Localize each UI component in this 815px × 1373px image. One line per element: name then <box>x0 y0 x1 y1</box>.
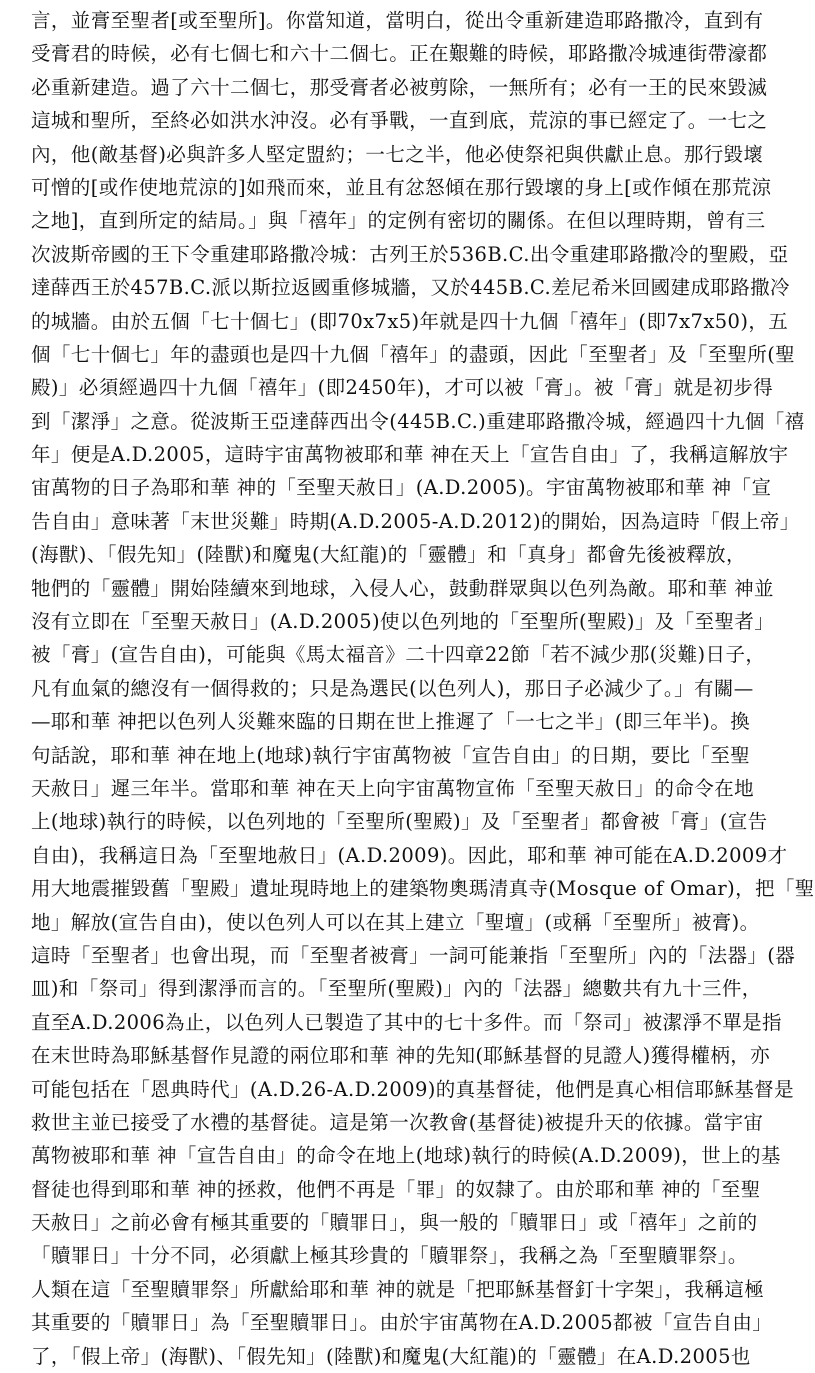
text-line: 這城和聖所，至終必如洪水沖沒。必有爭戰，一直到底，荒涼的事已經定了。一七之 <box>31 109 768 133</box>
text-line: 直至A.D.2006為止，以色列人已製造了其中的七十多件。而「祭司」被潔淨不單是指 <box>31 1010 782 1034</box>
text-line: 殿)」必須經過四十九個「禧年」(即2450年)，才可以被「膏」。被「膏」就是初步得 <box>31 376 774 400</box>
text-line: 其重要的「贖罪日」為「至聖贖罪日」。由於宇宙萬物在A.D.2005都被「宣告自由」 <box>31 1311 773 1335</box>
text-line: 到「潔淨」之意。從波斯王亞達薛西出令(445B.C.)重建耶路撒冷城，經過四十九個「禧 <box>31 409 805 433</box>
text-line: 宙萬物的日子為耶和華 神的「至聖天赦日」(A.D.2005)。宇宙萬物被耶和華 神「宣 <box>31 476 772 500</box>
text-line: 內，他(敵基督)必與許多人堅定盟約；一七之半，他必使祭祀與供獻止息。那行毀壞 <box>31 142 764 166</box>
text-line: 皿)和「祭司」得到潔淨而言的。「至聖所(聖殿)」內的「法器」總數共有九十三件， <box>31 977 762 1001</box>
text-line: 救世主並已接受了水禮的基督徒。這是第一次教會(基督徒)被提升天的依據。當宇宙 <box>31 1110 764 1134</box>
text-line: 告自由」意味著「末世災難」時期(A.D.2005-A.D.2012)的開始，因為這時「假上帝」 <box>31 509 800 533</box>
text-line: 達薛西王於457B.C.派以斯拉返國重修城牆，又於445B.C.差尼希米回國建成耶路撒冷 <box>31 276 790 300</box>
text-line: 年」便是A.D.2005，這時宇宙萬物被耶和華 神在天上「宣告自由」了，我稱這解放宇 <box>31 443 789 467</box>
text-line: 的城牆。由於五個「七十個七」(即70x7x5)年就是四十九個「禧年」(即7x7x50)，五 <box>31 309 789 333</box>
text-line: 個「七十個七」年的盡頭也是四十九個「禧年」的盡頭，因此「至聖者」及「至聖所(聖 <box>31 342 796 366</box>
text-line: 萬物被耶和華 神「宣告自由」的命令在地上(地球)執行的時候(A.D.2009)，世上的基 <box>31 1144 781 1168</box>
text-line: 次波斯帝國的王下令重建耶路撒冷城：古列王於536B.C.出令重建耶路撒冷的聖殿，亞 <box>31 242 789 266</box>
text-line: (海獸)、「假先知」(陸獸)和魔鬼(大紅龍)的「靈體」和「真身」都會先後被釋放， <box>31 543 746 567</box>
text-line: —耶和華 神把以色列人災難來臨的日期在世上推遲了「一七之半」(即三年半)。換 <box>31 710 751 734</box>
text-line: 牠們的「靈體」開始陸續來到地球，入侵人心，鼓動群眾與以色列為敵。耶和華 神並 <box>31 576 774 600</box>
text-line: 在末世時為耶穌基督作見證的兩位耶和華 神的先知(耶穌基督的見證人)獲得權柄，亦 <box>31 1044 771 1068</box>
text-line: 「贖罪日」十分不同，必須獻上極其珍貴的「贖罪祭」，我稱之為「至聖贖罪祭」。 <box>31 1244 748 1268</box>
text-line: 受膏君的時候，必有七個七和六十二個七。正在艱難的時候，耶路撒冷城連街帶濠都 <box>31 42 768 66</box>
text-line: 督徒也得到耶和華 神的拯救，他們不再是「罪」的奴隸了。由於耶和華 神的「至聖 <box>31 1177 761 1201</box>
text-line: 可憎的[或作使地荒涼的]如飛而來，並且有忿怒傾在那行毀壞的身上[或作傾在那荒涼 <box>31 175 772 199</box>
text-line: 上(地球)執行的時候，以色列地的「至聖所(聖殿)」及「至聖者」都會被「膏」(宣告 <box>31 810 768 834</box>
text-line: 這時「至聖者」也會出現，而「至聖者被膏」一詞可能兼指「至聖所」內的「法器」(器 <box>31 943 796 967</box>
text-line: 言，並膏至聖者[或至聖所]。你當知道，當明白，從出令重新建造耶路撒冷，直到有 <box>31 9 764 32</box>
text-line: 之地]，直到所定的結局。」與「禧年」的定例有密切的關係。在但以理時期，曾有三 <box>31 209 766 233</box>
text-line: 人類在這「至聖贖罪祭」所獻給耶和華 神的就是「把耶穌基督釘十字架」，我稱這極 <box>31 1277 765 1301</box>
text-line: 必重新建造。過了六十二個七，那受膏者必被剪除，一無所有；必有一王的民來毀滅 <box>31 75 768 99</box>
text-line: 地」解放(宣告自由)，使以色列人可以在其上建立「聖壇」(或稱「至聖所」被膏)。 <box>31 910 760 934</box>
text-line: 用大地震摧毀舊「聖殿」遺址現時地上的建築物奧瑪清真寺(Mosque of Omar)，把「聖 <box>31 877 815 901</box>
text-line: 沒有立即在「至聖天赦日」(A.D.2005)使以色列地的「至聖所(聖殿)」及「至聖者」 <box>31 610 775 634</box>
text-line: 天赦日」之前必會有極其重要的「贖罪日」，與一般的「贖罪日」或「禧年」之前的 <box>31 1211 758 1235</box>
text-line: 天赦日」遲三年半。當耶和華 神在天上向宇宙萬物宣佈「至聖天赦日」的命令在地 <box>31 776 754 800</box>
text-line: 了，「假上帝」(海獸)、「假先知」(陸獸)和魔鬼(大紅龍)的「靈體」在A.D.2005也 <box>31 1344 751 1368</box>
text-line: 凡有血氣的總沒有一個得救的；只是為選民(以色列人)，那日子必減少了。」有關— <box>31 676 754 700</box>
text-line: 句話說，耶和華 神在地上(地球)執行宇宙萬物被「宣告自由」的日期，要比「至聖 <box>31 743 751 767</box>
text-line: 自由)，我稱這日為「至聖地赦日」(A.D.2009)。因此，耶和華 神可能在A.D.2009才 <box>31 843 788 867</box>
document-page <box>31 4 815 1373</box>
text-line: 被「膏」(宣告自由)，可能與《馬太福音》二十四章22節「若不減少那(災難)日子， <box>31 643 766 667</box>
text-line: 可能包括在「恩典時代」(A.D.26-A.D.2009)的真基督徒，他們是真心相信耶穌基督是 <box>31 1077 794 1101</box>
